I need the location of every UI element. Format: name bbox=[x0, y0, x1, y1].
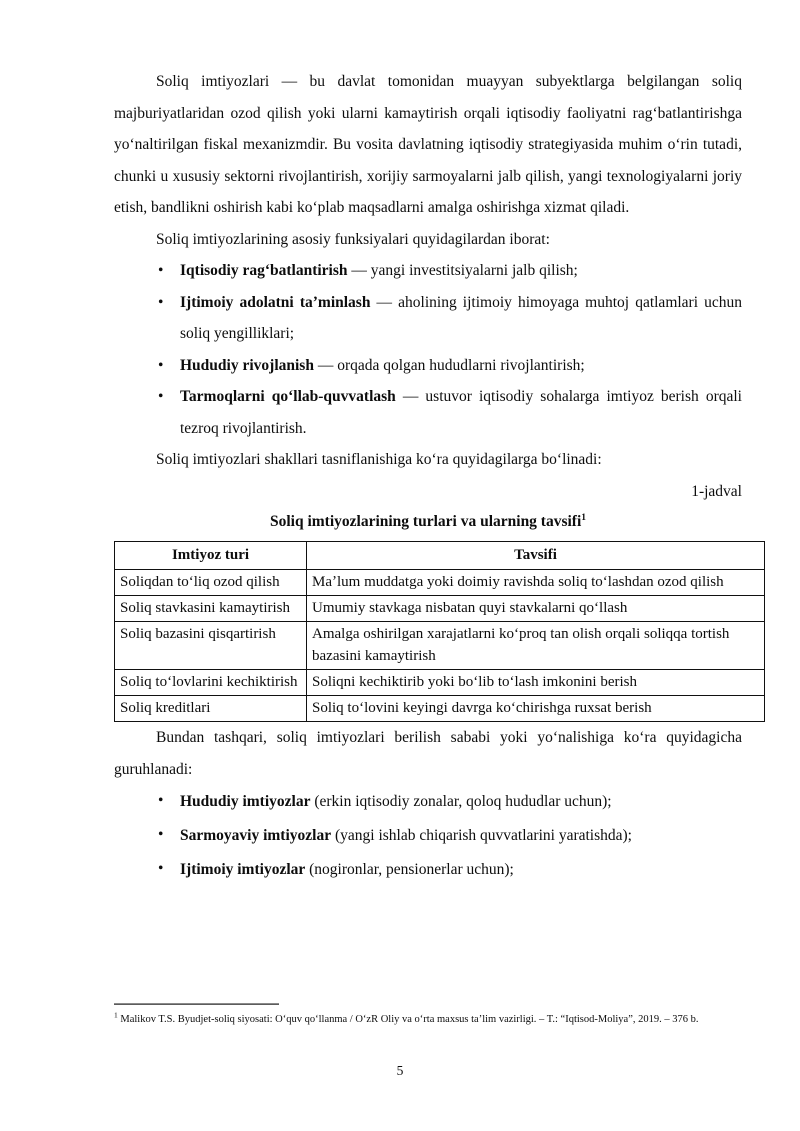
table-row bbox=[115, 696, 765, 722]
intro-paragraph: Soliq imtiyozlari — bu davlat tomonidan muayyan subyektlarga belgilangan soliq majburiyatlaridan ozod qilish yoki ularni kamaytirish orqali iqtisodiy faoliyatni ragʻbatlantirishga yoʻnaltirilgan fiskal mexanizmdir. Bu vosita davlatning iqtisodiy strategiyasida muhim oʻrin tutadi, chunki u xususiy sektorni rivojlantirish, xorijiy sarmoyalarni jalb qilish, yangi texnologiyalarni joriy etish, bandlikni oshirish kabi koʻplab maqsadlarni amalga oshirishga xizmat qiladi. bbox=[114, 73, 742, 216]
table-row bbox=[115, 596, 765, 622]
list-item bbox=[114, 853, 742, 887]
table-number-label: 1-jadval bbox=[691, 482, 742, 500]
table-header-row bbox=[115, 542, 765, 570]
list-item bbox=[114, 785, 742, 819]
cell-description: Soliqni kechiktirib yoki boʻlib toʻlash imkonini berish bbox=[307, 670, 765, 696]
page-content bbox=[114, 66, 742, 887]
cell-description: Umumiy stavkaga nisbatan quyi stavkalarni qoʻllash bbox=[307, 596, 765, 622]
list-item-separator: — bbox=[395, 388, 426, 405]
bullet-icon: • bbox=[158, 826, 164, 843]
footnote-separator-rule bbox=[114, 1003, 279, 1005]
list-item-description: aholining ijtimoiy himoyaga muhtoj qatlamlari uchun soliq yengilliklari; bbox=[180, 293, 742, 342]
list-item bbox=[114, 255, 742, 287]
grouping-bullet-list bbox=[114, 785, 742, 887]
column-header-description: Tavsifi bbox=[307, 542, 765, 570]
cell-description: Maʼlum muddatga yoki doimiy ravishda soliq toʻlashdan ozod qilish bbox=[307, 570, 765, 596]
page-number: 5 bbox=[396, 1063, 404, 1078]
grouping-lead-paragraph: Bundan tashqari, soliq imtiyozlari berilish sababi yoki yoʻnalishiga koʻra quyidagicha guruhlanadi: bbox=[114, 729, 742, 778]
list-item bbox=[114, 287, 742, 350]
list-item bbox=[114, 381, 742, 444]
bullet-icon: • bbox=[158, 356, 164, 374]
cell-type: Soliq toʻlovlarini kechiktirish bbox=[115, 670, 307, 696]
cell-type: Soliq kreditlari bbox=[115, 696, 307, 722]
list-item-description: yangi investitsiyalarni jalb qilish; bbox=[370, 262, 578, 279]
list-item-term: Tarmoqlarni qoʻllab-quvvatlash bbox=[180, 388, 396, 405]
list-item-description: orqada qolgan hududlarni rivojlantirish; bbox=[337, 356, 585, 374]
list-item-description: (erkin iqtisodiy zonalar, qoloq hududlar uchun); bbox=[314, 793, 612, 810]
forms-lead-paragraph: Soliq imtiyozlari shakllari tasniflanishiga koʻra quyidagilarga boʻlinadi: bbox=[156, 451, 602, 468]
table-row bbox=[115, 570, 765, 596]
list-item-term: Ijtimoiy adolatni taʼminlash bbox=[180, 293, 371, 311]
table-title-footnote-marker: 1 bbox=[581, 512, 587, 523]
functions-bullet-list bbox=[114, 255, 742, 444]
list-item bbox=[114, 819, 742, 853]
cell-type: Soliq stavkasini kamaytirish bbox=[115, 596, 307, 622]
cell-type: Soliqdan toʻliq ozod qilish bbox=[115, 570, 307, 596]
cell-type: Soliq bazasini qisqartirish bbox=[115, 622, 307, 670]
table-row bbox=[115, 670, 765, 696]
list-item-description: (nogironlar, pensionerlar uchun); bbox=[309, 861, 514, 878]
cell-description: Amalga oshirilgan xarajatlarni koʻproq tan olish orqali soliqqa tortish bazasini kamaytirish bbox=[307, 622, 765, 670]
column-header-type: Imtiyoz turi bbox=[115, 542, 307, 570]
list-item-term: Sarmoyaviy imtiyozlar bbox=[180, 827, 332, 844]
cell-description: Soliq toʻlovini keyingi davrga koʻchirishga ruxsat berish bbox=[307, 696, 765, 722]
table-head bbox=[115, 542, 765, 570]
list-item-term: Iqtisodiy ragʻbatlantirish bbox=[180, 262, 348, 279]
bullet-icon: • bbox=[158, 792, 164, 809]
list-item-term: Hududiy imtiyozlar bbox=[180, 793, 311, 810]
footnote-area bbox=[114, 1003, 746, 1027]
bullet-icon: • bbox=[158, 262, 164, 279]
table-title bbox=[114, 509, 742, 535]
list-item-description: (yangi ishlab chiqarish quvvatlarini yaratishda); bbox=[334, 827, 632, 844]
footnote-entry bbox=[114, 1012, 746, 1027]
table-title-text: Soliq imtiyozlarining turlari va ularning tavsifi bbox=[269, 513, 582, 530]
list-item-separator: — bbox=[313, 356, 338, 374]
bullet-icon: • bbox=[158, 293, 164, 311]
list-item-description: ustuvor iqtisodiy sohalarga imtiyoz berish orqali tezroq rivojlantirish. bbox=[180, 388, 742, 437]
footnote-citation-text: Malikov T.S. Byudjet-soliq siyosati: Oʻquv qoʻllanma / OʻzR Oliy va oʻrta maxsus taʼlim vazirligi. – T.: “Iqtisod-Moliya”, 2019. – 376 b. bbox=[120, 1014, 699, 1025]
footnote-marker: 1 bbox=[114, 1010, 118, 1020]
functions-lead-paragraph: Soliq imtiyozlarining asosiy funksiyalari quyidagilardan iborat: bbox=[156, 230, 550, 248]
list-item bbox=[114, 350, 742, 382]
list-item-separator: — bbox=[370, 293, 399, 311]
list-item-separator: — bbox=[347, 262, 371, 279]
list-item-term: Hududiy rivojlanish bbox=[180, 356, 314, 374]
table-row bbox=[115, 622, 765, 670]
bullet-icon: • bbox=[158, 388, 164, 405]
tax-benefit-types-table bbox=[114, 541, 765, 722]
list-item-term: Ijtimoiy imtiyozlar bbox=[180, 861, 306, 878]
table-body bbox=[115, 570, 765, 722]
bullet-icon: • bbox=[158, 860, 164, 877]
